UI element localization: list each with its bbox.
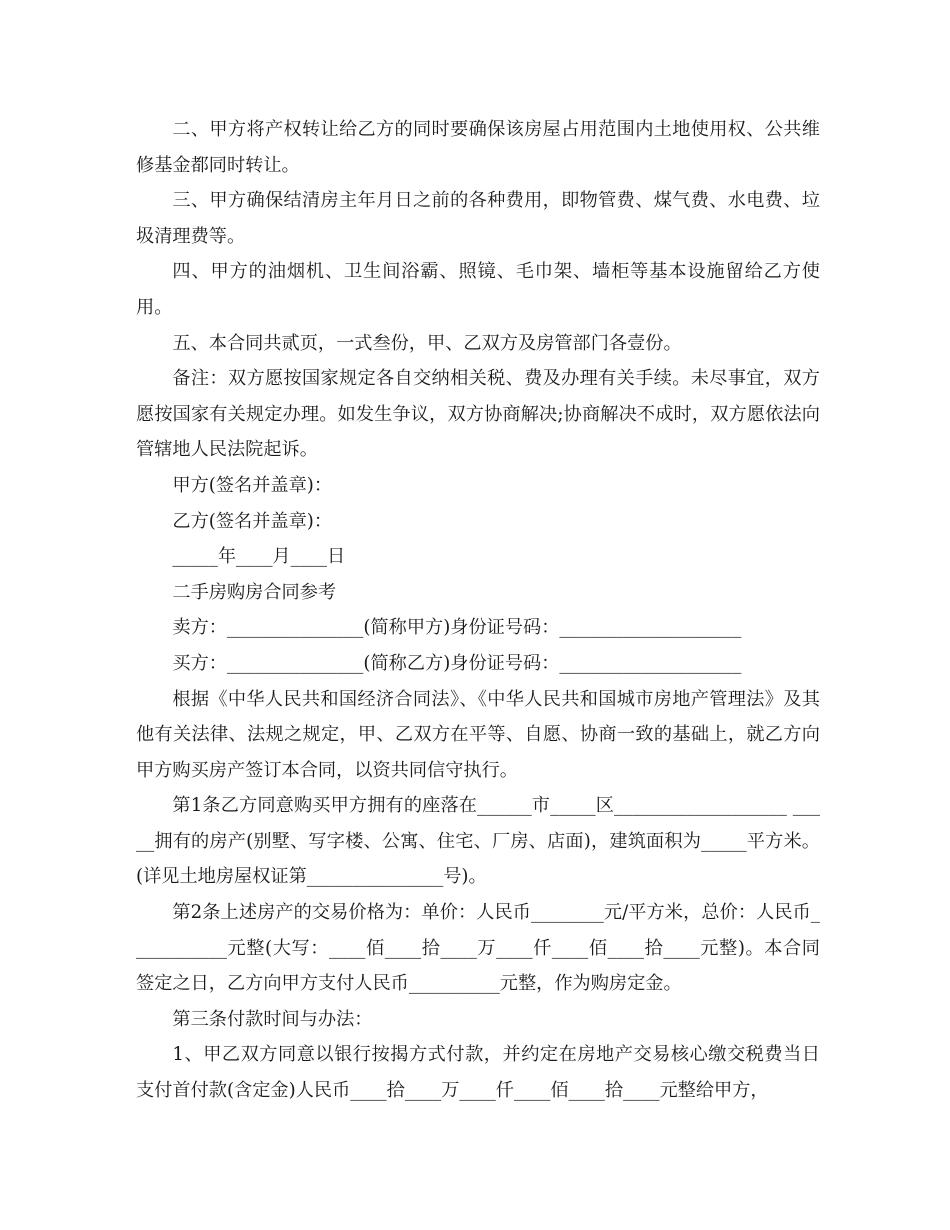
clause-3-paragraph: 三、甲方确保结清房主年月日之前的各种费用，即物管费、煤气费、水电费、垃圾清理费等。 bbox=[136, 190, 820, 247]
payment-item-1-paragraph: 1、甲乙双方同意以银行按揭方式付款，并约定在房地产交易核心缴交税费当日支付首付款(含定金)人民币____拾____万____仟____佰____拾____元整给甲方， bbox=[136, 1044, 820, 1102]
document-body bbox=[136, 112, 820, 1109]
remarks-paragraph: 备注：双方愿按国家规定各自交纳相关税、费及办理有关手续。未尽事宜，双方愿按国家有关规定办理。如发生争议，双方协商解决;协商解决不成时，双方愿依法向管辖地人民法院起诉。 bbox=[136, 368, 820, 461]
clause-5-paragraph: 五、本合同共贰页，一式叁份，甲、乙双方及房管部门各壹份。 bbox=[172, 332, 682, 354]
article-1-paragraph: 第1条乙方同意购买甲方拥有的座落在______市_____区___________________ _____拥有的房产(别墅、写字楼、公寓、住宅、厂房、店面)，建筑面积为_____平方米。(详见土地房屋权证第_______________号)。 bbox=[136, 795, 820, 888]
clause-2-paragraph: 二、甲方将产权转让给乙方的同时要确保该房屋占用范围内土地使用权、公共维修基金都同时转让。 bbox=[136, 119, 820, 176]
buyer-line: 买方：_______________(简称乙方)身份证号码：____________________ bbox=[172, 652, 742, 674]
party-a-signature-line: 甲方(签名并盖章)： bbox=[172, 474, 333, 496]
clause-4-paragraph: 四、甲方的油烟机、卫生间浴霸、照镜、毛巾架、墙柜等基本设施留给乙方使用。 bbox=[136, 261, 820, 318]
date-line: _____年____月____日 bbox=[172, 546, 346, 568]
preamble-paragraph: 根据《中华人民共和国经济合同法》、《中华人民共和国城市房地产管理法》及其他有关法律、法规之规定，甲、乙双方在平等、自愿、协商一致的基础上，就乙方向甲方购买房产签订本合同，以资共同信守执行。 bbox=[136, 688, 820, 781]
article-3-heading: 第三条付款时间与办法： bbox=[172, 1008, 373, 1030]
article-2-paragraph: 第2条上述房产的交易价格为：单价：人民币________元/平方米，总价：人民币___________元整(大写：____佰____拾____万____仟____佰____拾____元整)。本合同签定之日，乙方向甲方支付人民币__________元整，作为购房定金。 bbox=[136, 902, 820, 995]
seller-line: 卖方：_______________(简称甲方)身份证号码：____________________ bbox=[172, 617, 742, 639]
party-b-signature-line: 乙方(签名并盖章)： bbox=[172, 510, 333, 532]
contract-title: 二手房购房合同参考 bbox=[172, 581, 337, 603]
